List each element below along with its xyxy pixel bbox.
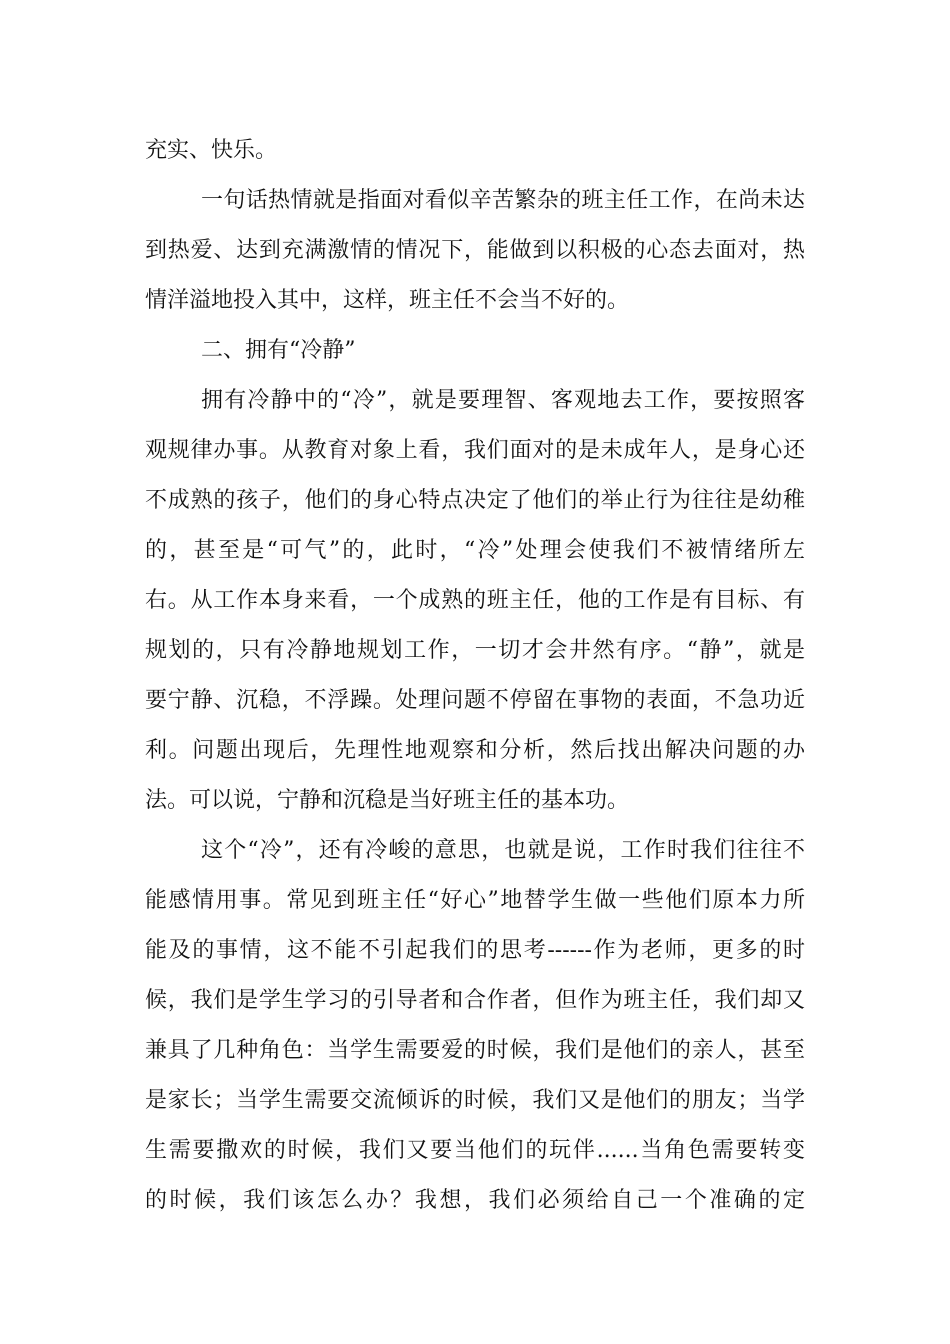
text-line: 是家长；当学生需要交流倾诉的时候，我们又是他们的朋友；当学	[145, 1088, 805, 1113]
text-line: 不成熟的孩子，他们的身心特点决定了他们的举止行为往往是幼稚	[145, 488, 805, 513]
text-line: 生需要撒欢的时候，我们又要当他们的玩伴......当角色需要转变	[145, 1138, 805, 1163]
text-line: 充实、快乐。	[145, 138, 278, 163]
text-line: 候，我们是学生学习的引导者和合作者，但作为班主任，我们却又	[145, 988, 805, 1013]
text-line: 兼具了几种角色：当学生需要爱的时候，我们是他们的亲人，甚至	[145, 1038, 805, 1063]
text-line: 的时候，我们该怎么办？我想，我们必须给自己一个准确的定	[145, 1188, 805, 1213]
text-line: 要宁静、沉稳，不浮躁。处理问题不停留在事物的表面，不急功近	[145, 688, 805, 713]
text-line: 观规律办事。从教育对象上看，我们面对的是未成年人，是身心还	[145, 438, 805, 463]
text-line: 能感情用事。常见到班主任“好心”地替学生做一些他们原本力所	[145, 888, 805, 913]
text-line: 情洋溢地投入其中，这样，班主任不会当不好的。	[145, 288, 630, 313]
paragraph-first-line: 一句话热情就是指面对看似辛苦繁杂的班主任工作，在尚未达	[201, 188, 805, 213]
text-line: 的，甚至是“可气”的，此时，“冷”处理会使我们不被情绪所左	[145, 538, 805, 563]
text-line: 法。可以说，宁静和沉稳是当好班主任的基本功。	[145, 788, 630, 813]
paragraph-first-line: 拥有冷静中的“冷”，就是要理智、客观地去工作，要按照客	[201, 388, 805, 413]
text-line: 右。从工作本身来看，一个成熟的班主任，他的工作是有目标、有	[145, 588, 805, 613]
text-line: 到热爱、达到充满激情的情况下，能做到以积极的心态去面对，热	[145, 238, 805, 263]
paragraph-first-line: 这个“冷”，还有冷峻的意思，也就是说，工作时我们往往不	[201, 838, 805, 863]
section-heading: 二、拥有“冷静”	[201, 338, 356, 363]
text-line: 利。问题出现后，先理性地观察和分析，然后找出解决问题的办	[145, 738, 805, 763]
text-line: 规划的，只有冷静地规划工作，一切才会井然有序。“静”，就是	[145, 638, 805, 663]
text-line: 能及的事情，这不能不引起我们的思考------作为老师，更多的时	[145, 938, 805, 963]
